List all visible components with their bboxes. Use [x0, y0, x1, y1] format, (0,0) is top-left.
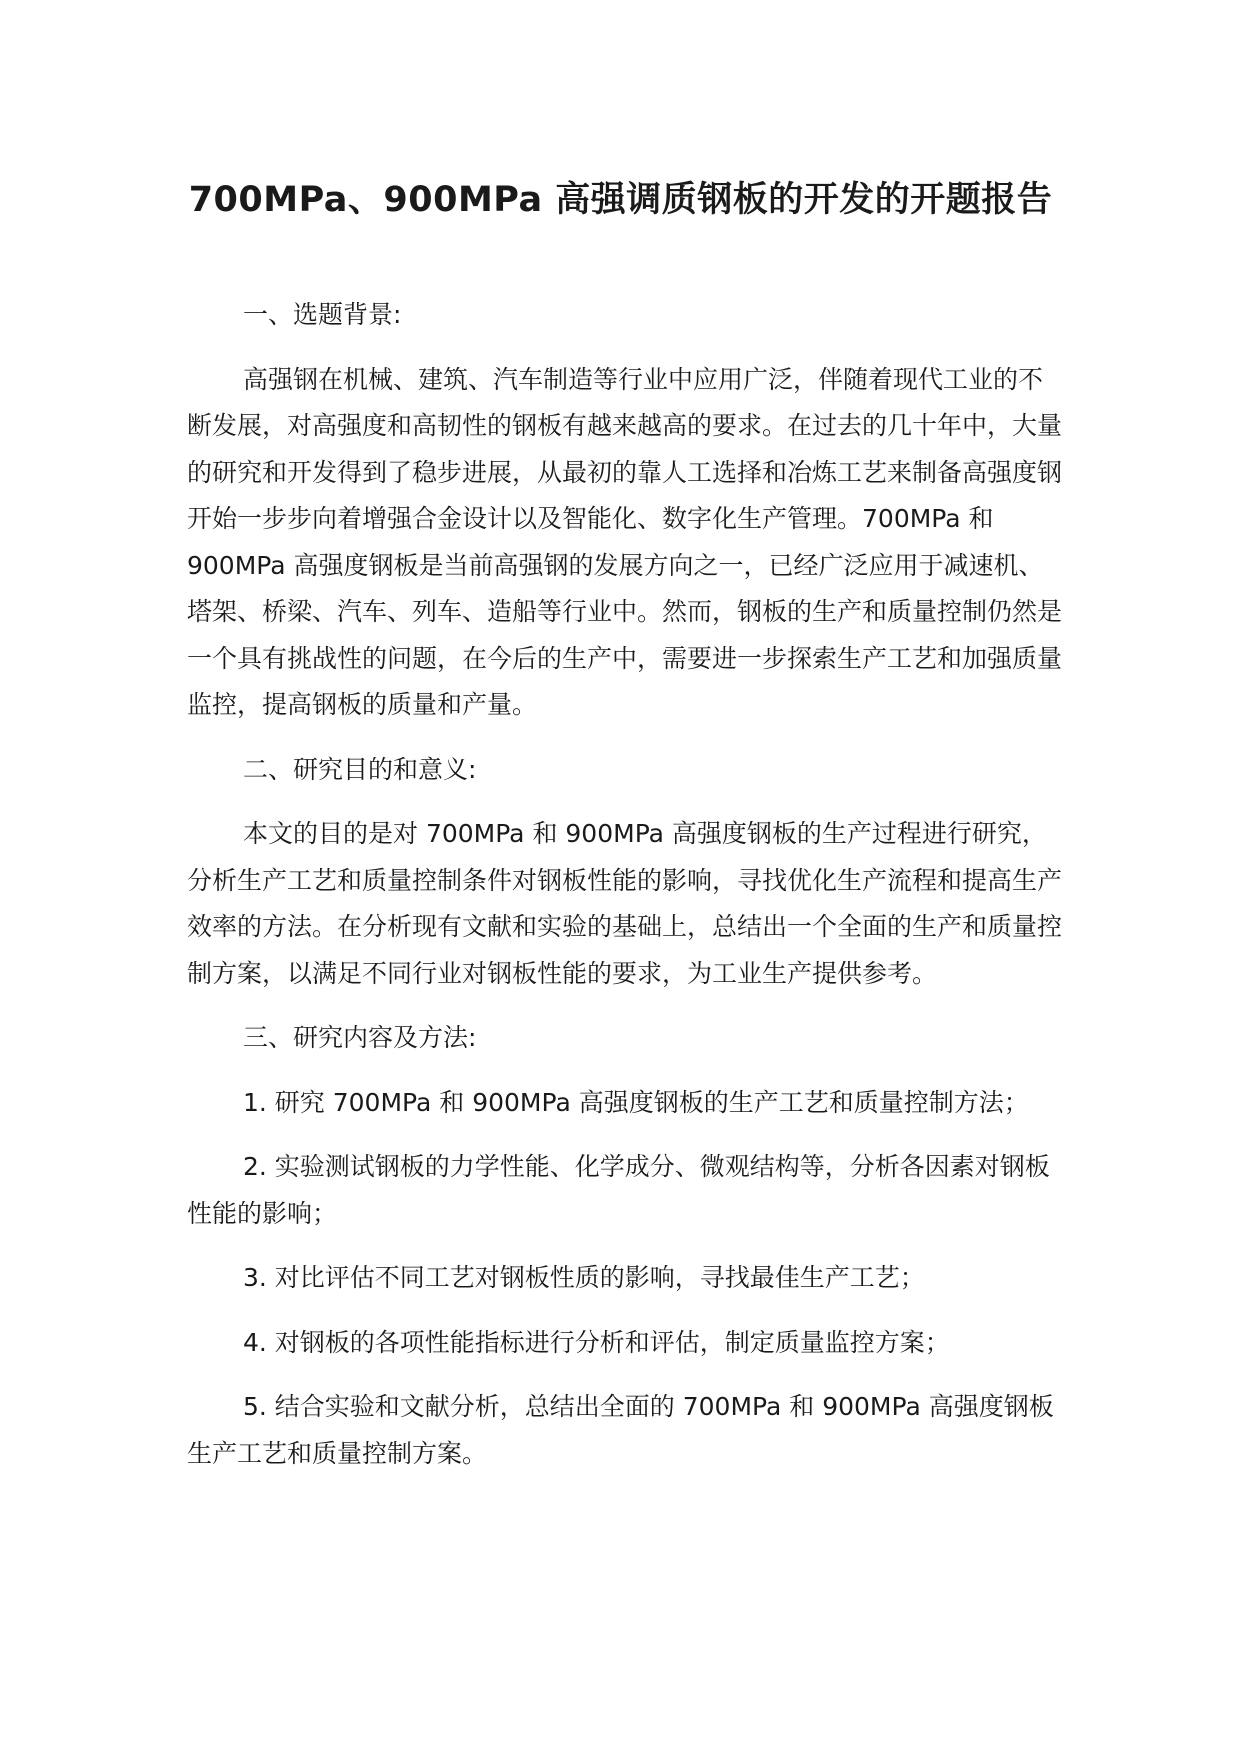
document-title: 700MPa、900MPa 高强调质钢板的开发的开题报告 — [188, 180, 1053, 220]
list-item-method-2: 2. 实验测试钢板的力学性能、化学成分、微观结构等，分析各因素对钢板性能的影响； — [187, 1152, 1050, 1228]
paragraph-purpose: 本文的目的是对 700MPa 和 900MPa 高强度钢板的生产过程进行研究，分析生产工艺和质量控制条件对钢板性能的影响，寻找优化生产流程和提高生产效率的方法。在分析现有文献和实验的基础上，总结出一个全面的生产和质量控制方案，以满足不同行业对钢板性能的要求，为工业生产提供参考。 — [187, 819, 1063, 988]
list-item-method-4: 4. 对钢板的各项性能指标进行分析和评估，制定质量监控方案； — [243, 1327, 950, 1357]
section-heading-background: 一、选题背景: — [243, 300, 402, 329]
list-item-method-1: 1. 研究 700MPa 和 900MPa 高强度钢板的生产工艺和质量控制方法； — [243, 1087, 1029, 1117]
section-heading-methods: 三、研究内容及方法: — [243, 1023, 477, 1052]
list-item-method-3: 3. 对比评估不同工艺对钢板性质的影响，寻找最佳生产工艺； — [243, 1263, 925, 1292]
section-heading-purpose: 二、研究目的和意义: — [243, 754, 477, 784]
paragraph-background: 高强钢在机械、建筑、汽车制造等行业中应用广泛，伴随着现代工业的不断发展，对高强度和高韧性的钢板有越来越高的要求。在过去的几十年中，大量的研究和开发得到了稳步进展，从最初的靠人工选择和冶炼工艺来制备高强度钢开始一步步向着增强合金设计以及智能化、数字化生产管理。700MPa 和 900MPa 高强度钢板是当前高强钢的发展方向之一，已经广泛应用于减速机、塔架、桥梁、汽车、列车、造船等行业中。然而，钢板的生产和质量控制仍然是一个具有挑战性的问题，在今后的生产中，需要进一步探索生产工艺和加强质量监控，提高钢板的质量和产量。 — [187, 364, 1063, 719]
list-item-method-5: 5. 结合实验和文献分析，总结出全面的 700MPa 和 900MPa 高强度钢板生产工艺和质量控制方案。 — [187, 1392, 1054, 1468]
document-body — [187, 292, 1067, 1495]
